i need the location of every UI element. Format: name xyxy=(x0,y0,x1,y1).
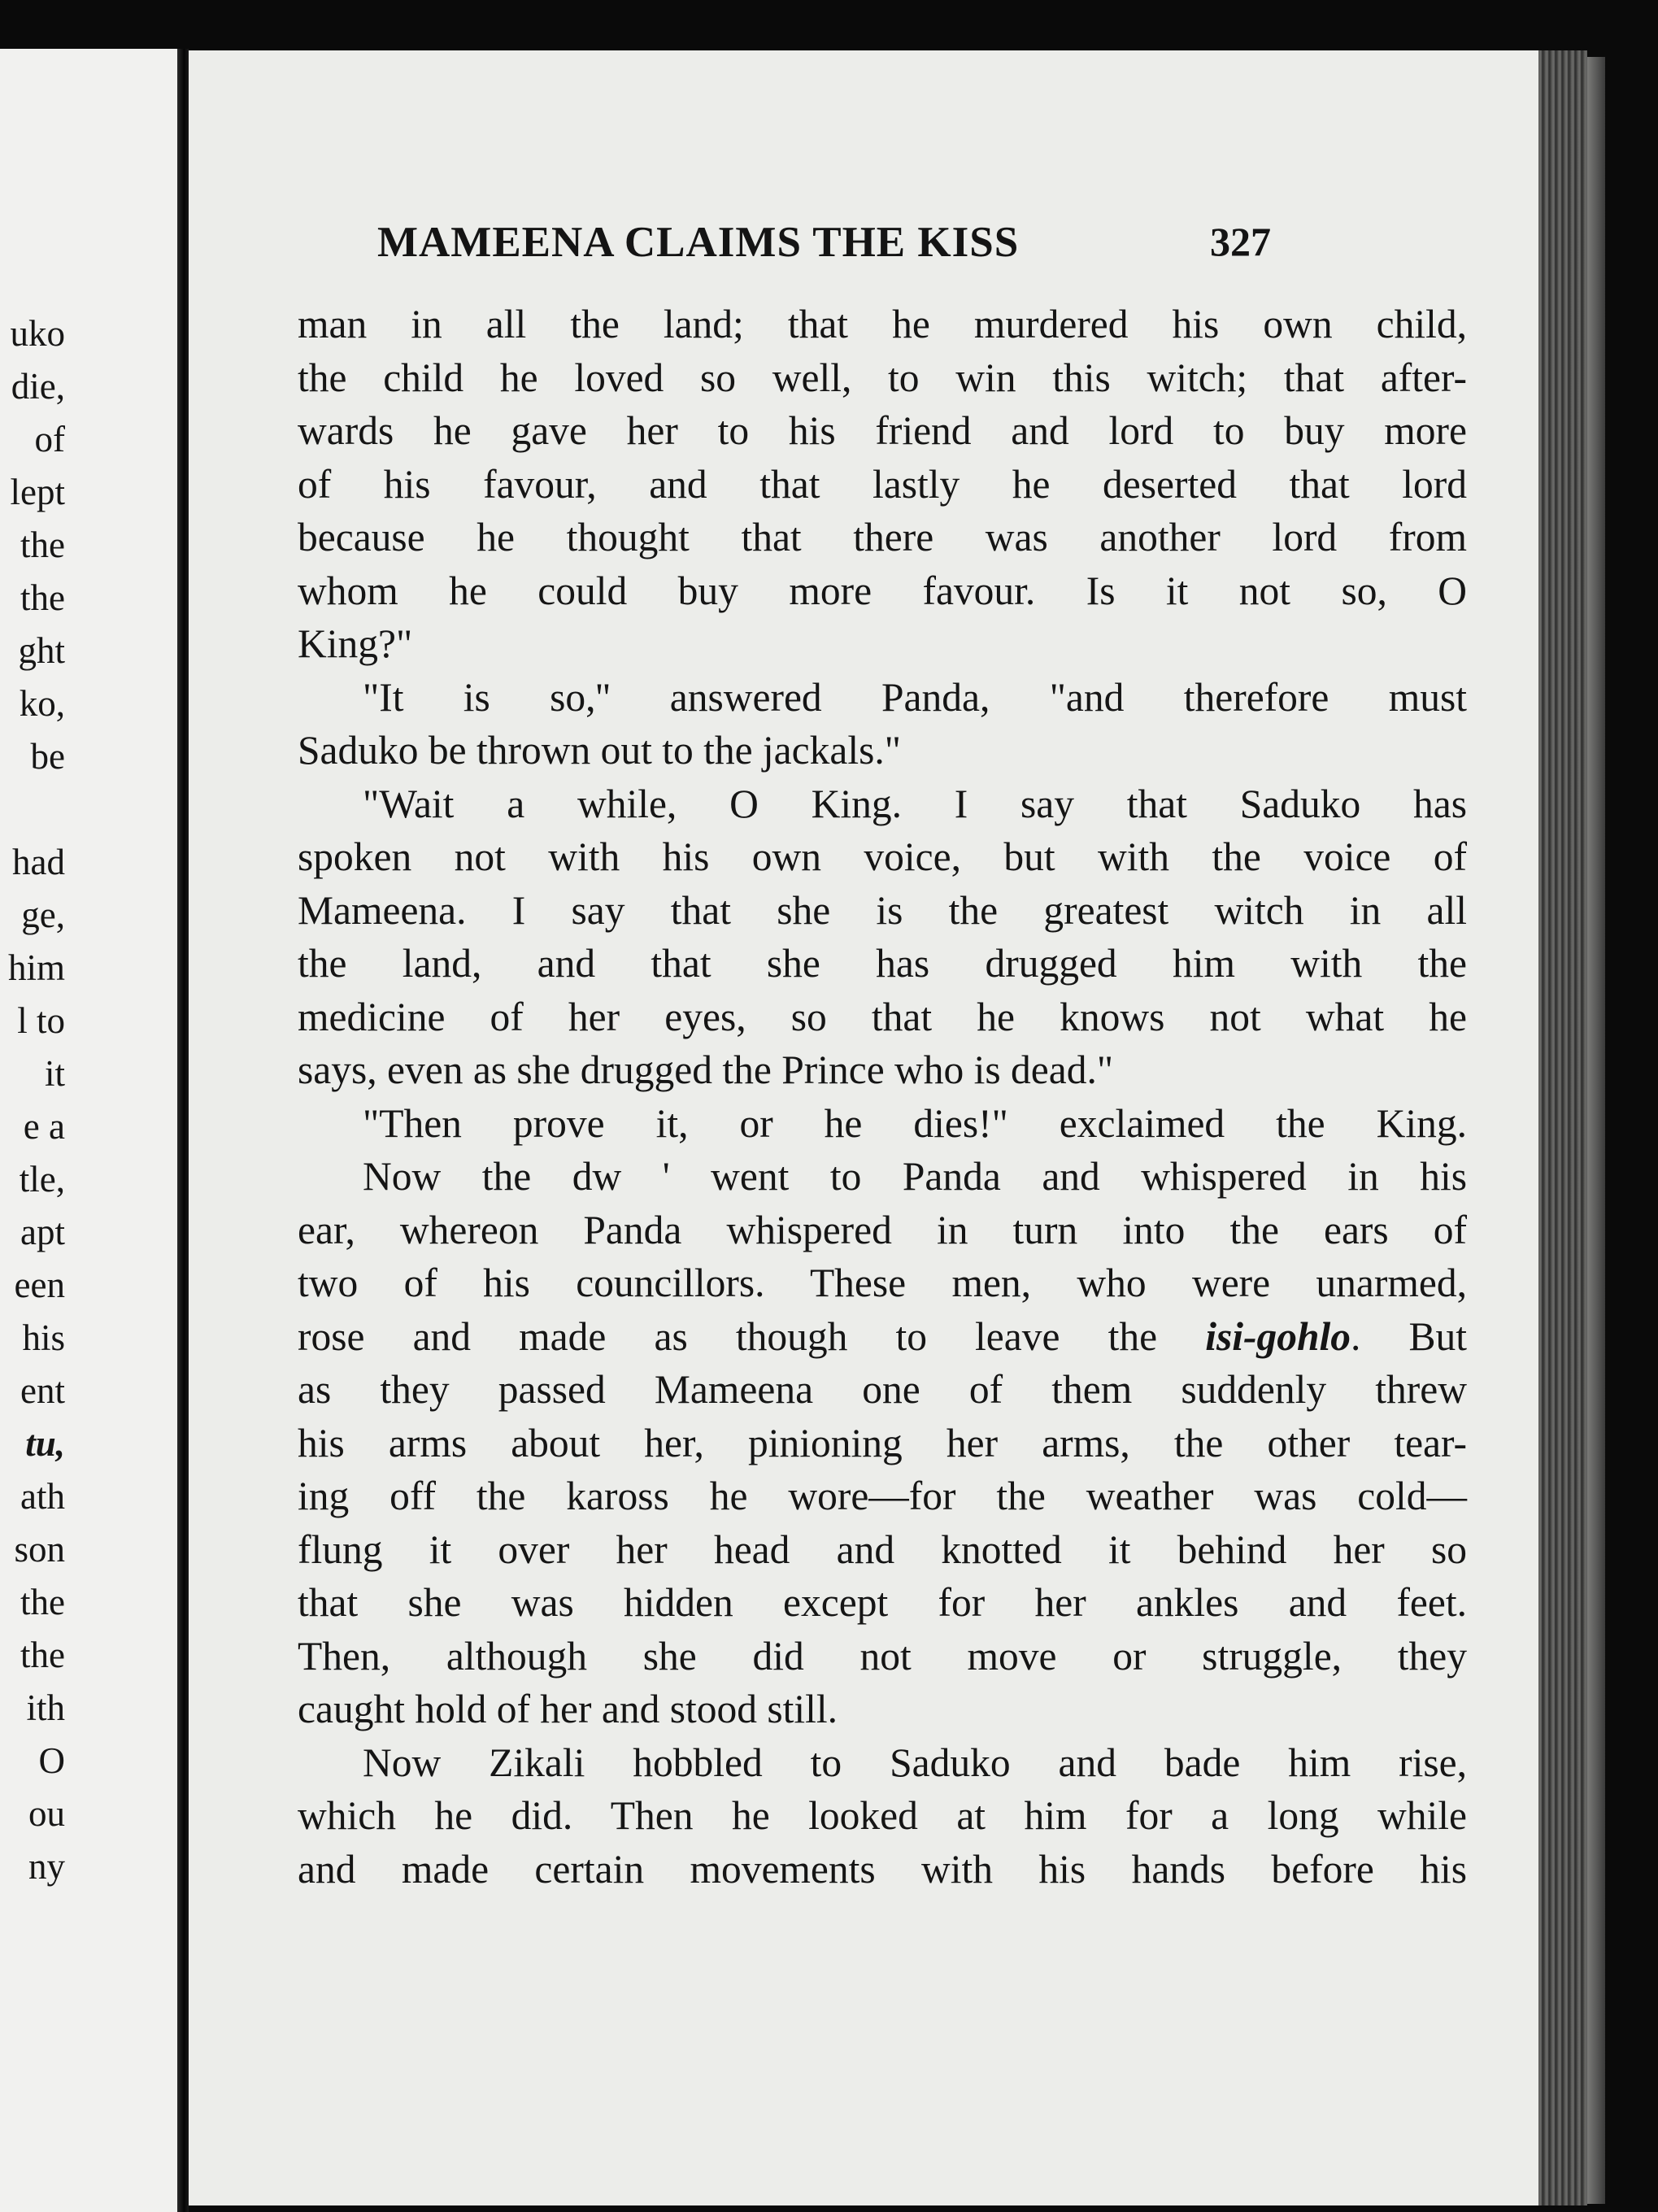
left-fragment: it xyxy=(44,1053,65,1094)
left-fragment: the xyxy=(20,525,65,565)
italic-term: isi-gohlo xyxy=(1205,1313,1351,1359)
text-line: Now the dw ' went to Panda and whispered in his xyxy=(363,1154,1467,1199)
left-fragment: be xyxy=(30,736,65,777)
text-line: Saduko be thrown out to the jackals." xyxy=(298,728,901,773)
text-line: that she was hidden except for her ankles and feet. xyxy=(298,1580,1467,1625)
text-line: the child he loved so well, to win this witch; that after- xyxy=(298,355,1467,400)
book-gutter xyxy=(177,49,189,2212)
left-fragment: lept xyxy=(10,472,65,512)
page-number: 327 xyxy=(1210,219,1271,264)
previous-page-edge xyxy=(0,49,177,2212)
left-fragment: tu, xyxy=(25,1423,65,1464)
text-line xyxy=(298,1310,1467,1364)
left-fragment: the xyxy=(20,577,65,618)
left-fragment: O xyxy=(38,1740,65,1781)
text-line: Mameena. I say that she is the greatest witch in all xyxy=(298,887,1467,933)
left-fragment: ko, xyxy=(19,683,65,724)
left-fragment: ght xyxy=(18,630,65,671)
text-line: King?" xyxy=(298,621,413,666)
left-fragment: ith xyxy=(26,1687,65,1728)
text-line: wards he gave her to his friend and lord to buy more xyxy=(298,408,1467,453)
chapter-running-title: MAMEENA CLAIMS THE KISS xyxy=(377,219,1020,266)
left-fragment: ath xyxy=(20,1476,65,1517)
body-text xyxy=(298,298,1467,1896)
text-line: ear, whereon Panda whispered in turn into the ears of xyxy=(298,1207,1467,1252)
text-line: says, even as she drugged the Prince who is dead." xyxy=(298,1047,1114,1092)
left-fragment: e a xyxy=(23,1106,65,1147)
text-line: flung it over her head and knotted it behind her so xyxy=(298,1526,1467,1572)
left-fragment: had xyxy=(12,842,65,882)
text-line: Now Zikali hobbled to Saduko and bade him rise, xyxy=(363,1740,1467,1785)
text-line: ing off the kaross he wore—for the weather was cold— xyxy=(298,1474,1467,1518)
text-line: because he thought that there was another lord from xyxy=(298,515,1467,560)
text-line: and made certain movements with his hands before his xyxy=(298,1846,1467,1892)
text-line: Then, although she did not move or struggle, they xyxy=(298,1633,1467,1679)
text-line: spoken not with his own voice, but with the voice of xyxy=(298,834,1467,879)
text-line: "Wait a while, O King. I say that Saduko has xyxy=(363,781,1467,826)
text-line: which he did. Then he looked at him for a long while xyxy=(298,1793,1467,1838)
left-fragment: ge, xyxy=(21,895,65,935)
book-cover-edge xyxy=(1587,57,1605,2204)
left-fragment: of xyxy=(34,419,65,459)
left-fragment: his xyxy=(22,1317,65,1358)
left-fragment: him xyxy=(7,947,65,988)
text-run: rose and made as though to leave the xyxy=(298,1313,1158,1359)
text-line: his arms about her, pinioning her arms, the other tear- xyxy=(298,1420,1467,1465)
text-line: of his favour, and that lastly he deserted that lord xyxy=(298,461,1467,507)
left-fragment: ent xyxy=(20,1370,65,1411)
text-line: "Then prove it, or he dies!" exclaimed the King. xyxy=(363,1100,1467,1146)
left-fragment: the xyxy=(20,1635,65,1675)
text-line: whom he could buy more favour. Is it not so, O xyxy=(298,568,1467,613)
running-head xyxy=(189,218,1270,267)
left-fragment: die, xyxy=(11,366,65,407)
text-line: medicine of her eyes, so that he knows not what he xyxy=(298,994,1467,1039)
text-run: . But xyxy=(1350,1313,1467,1359)
left-fragment: ny xyxy=(28,1846,65,1887)
left-fragment: the xyxy=(20,1582,65,1622)
text-line: two of his councillors. These men, who were unarmed, xyxy=(298,1261,1467,1305)
page-stack-edge xyxy=(1538,50,1587,2205)
book-page xyxy=(189,50,1538,2205)
left-fragment: ou xyxy=(28,1793,65,1834)
text-line: caught hold of her and stood still. xyxy=(298,1687,838,1731)
text-line: "It is so,'' answered Panda, "and therefore must xyxy=(363,674,1467,720)
left-fragment: son xyxy=(14,1529,65,1570)
text-line: the land, and that she has drugged him with the xyxy=(298,941,1467,986)
left-fragment: een xyxy=(14,1265,65,1305)
left-fragment: tle, xyxy=(19,1159,65,1200)
text-line: man in all the land; that he murdered his own child, xyxy=(298,302,1467,346)
left-fragment: l to xyxy=(17,1000,65,1041)
left-fragment: apt xyxy=(20,1212,65,1252)
text-line: as they passed Mameena one of them suddenly threw xyxy=(298,1367,1467,1412)
left-fragment: uko xyxy=(10,313,65,354)
